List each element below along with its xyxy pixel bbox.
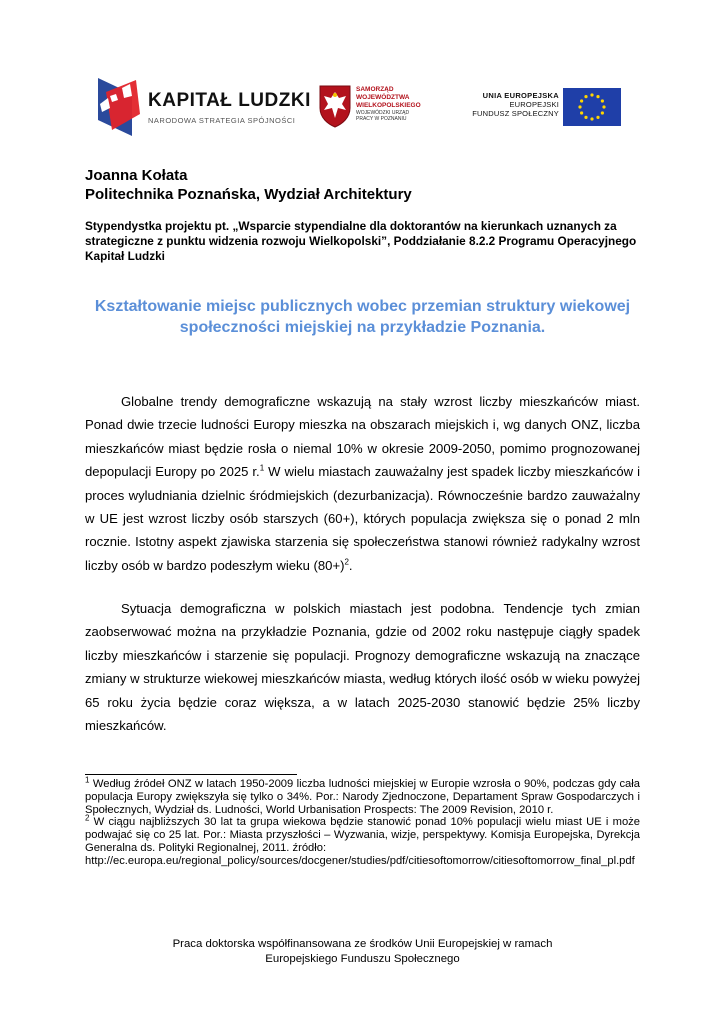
eu-star-icon [584,95,587,98]
footnote-ref-1[interactable]: 1 [259,463,265,473]
paragraph-2-text: Sytuacja demograficzna w polskich miastach jest podobna. Tendencje tych zmian zaobserwować można na przykładzie Poznania, gdzie od 2002 roku następuje ciągły spadek liczby mieszkańców i starzenie się populacji. Prognozy demograficzne wskazują na znaczące zmiany w strukturze wiekowej mieszkańców miasta, według których ilość osób w wieku powyżej 65 roku życia będzie coraz większa, a w latach 2025-2030 stanowić będzie 25% liczby mieszkańców. [85,601,640,734]
footer-line-1: Praca doktorska współfinansowana ze środków Unii Europejskiej w ramach [172,938,553,950]
paragraph-1-part1: Globalne trendy demograficzne wskazują na stały wzrost liczby mieszkańców miast. Ponad dwie trzecie ludności Europy mieszka na obszarach miejskich i, wg danych ONZ, liczba mieszkańców miast będzie rosła o niemal 10% w okresie 2009-2050, pomimo prognozowanej depopulacji Europy po 2025 r. [85,394,640,480]
paragraph-2 [85,597,640,737]
page-footer [85,937,640,966]
footnote-2-text: W ciągu najbliższych 30 lat ta grupa wiekowa będzie stanowić ponad 10% populacji wielu miast UE i może podwajać się co 25 lat. Por.: Miasta przyszłości – Wyzwania, wizje, perspektywy. Komisja Europejska, Dyrekcja Generalna ds. Polityki Regionalnej, 2011. źródło: [85,816,640,854]
eu-text [472,91,559,118]
scholarship-note: Stypendystka projektu pt. „Wsparcie stypendialne dla doktorantów na kierunkach uznanych za strategiczne z punktu widzenia rozwoju Wielkopolski”, Poddziałanie 8.2.2 Programu Operacyjnego Kapitał Ludzki [85,219,637,263]
eu-star-icon [596,116,599,119]
kapital-ludzki-subtitle: NARODOWA STRATEGIA SPÓJNOŚCI [148,116,296,125]
kapital-ludzki-title: KAPITAŁ LUDZKI [148,90,311,111]
eu-flag-icon [563,88,621,126]
footnote-2 [85,813,640,854]
eu-fund-line1: EUROPEJSKI [509,100,559,109]
paragraph-1-part2: W wielu miastach zauważalny jest spadek liczby mieszkańców i proces wyludniania dzielnic śródmiejskich (dezurbanizacja). Równocześnie bardzo zauważalny w UE jest wzrost liczby osób starszych (60+), których populacja zwiększa się o ponad 2 mln rocznie. Istotny aspekt zjawiska starzenia się społeczeństwa stanowi również radykalny wzrost liczby osób w bardzo podeszłym wieku (80+) [85,464,640,573]
footnote-1-number: 1 [85,775,90,785]
footnotes [85,775,640,868]
footnote-1-text: Według źródeł ONZ w latach 1950-2009 liczba ludności miejskiej w Europie wzrosła o 90%, podczas gdy cała populacja Europy zwiększyła się tylko o 34%. Por.: Narody Zjednoczone, Departament Spraw Gospodarczych i Społecznych, Wydział ds. Ludności, World Urbanisation Prospects: The 2009 Revision, 2010 r. [85,778,640,816]
wup-title: WOJEWÓDZKI URZĄD PRACY W POZNANIU [356,110,410,122]
eu-logo [466,87,621,127]
eu-star-icon [590,93,593,96]
author-block [85,166,412,204]
kapital-ludzki-logo [96,74,311,138]
eu-fund-line2: FUNDUSZ SPOŁECZNY [472,109,559,118]
footnote-ref-2[interactable]: 2 [344,557,349,567]
author-name: Joanna Kołata [85,167,188,184]
eu-star-icon [601,111,604,114]
eu-star-icon [580,111,583,114]
paragraph-1 [85,390,640,577]
eu-star-icon [584,116,587,119]
wielkopolska-logo [318,84,438,132]
kapital-ludzki-emblem-icon [96,74,144,138]
footnote-separator [85,774,297,775]
eu-star-icon [590,117,593,120]
eagle-shield-icon [318,84,352,128]
eu-star-icon [580,99,583,102]
eu-star-icon [578,105,581,108]
paragraph-1-part3: . [348,557,353,573]
footnote-2-url[interactable]: http://ec.europa.eu/regional_policy/sources/docgener/studies/pdf/citiesoftomorrow/citiesoftomorrow_final_pl.pdf [85,854,635,867]
eu-name: UNIA EUROPEJSKA [482,91,559,100]
eu-star-icon [601,99,604,102]
eu-star-icon [602,105,605,108]
wielkopolska-title: SAMORZĄD WOJEWÓDZTWA WIELKOPOLSKIEGO [356,86,421,109]
footnote-1 [85,775,640,816]
author-affiliation: Politechnika Poznańska, Wydział Architektury [85,186,412,203]
eu-star-icon [596,95,599,98]
footnote-2-number: 2 [85,813,90,823]
paper-title: Kształtowanie miejsc publicznych wobec przemian struktury wiekowej społeczności miejskiej na przykładzie Poznania. [94,298,631,336]
footer-line-2: Europejskiego Funduszu Społecznego [265,952,460,965]
